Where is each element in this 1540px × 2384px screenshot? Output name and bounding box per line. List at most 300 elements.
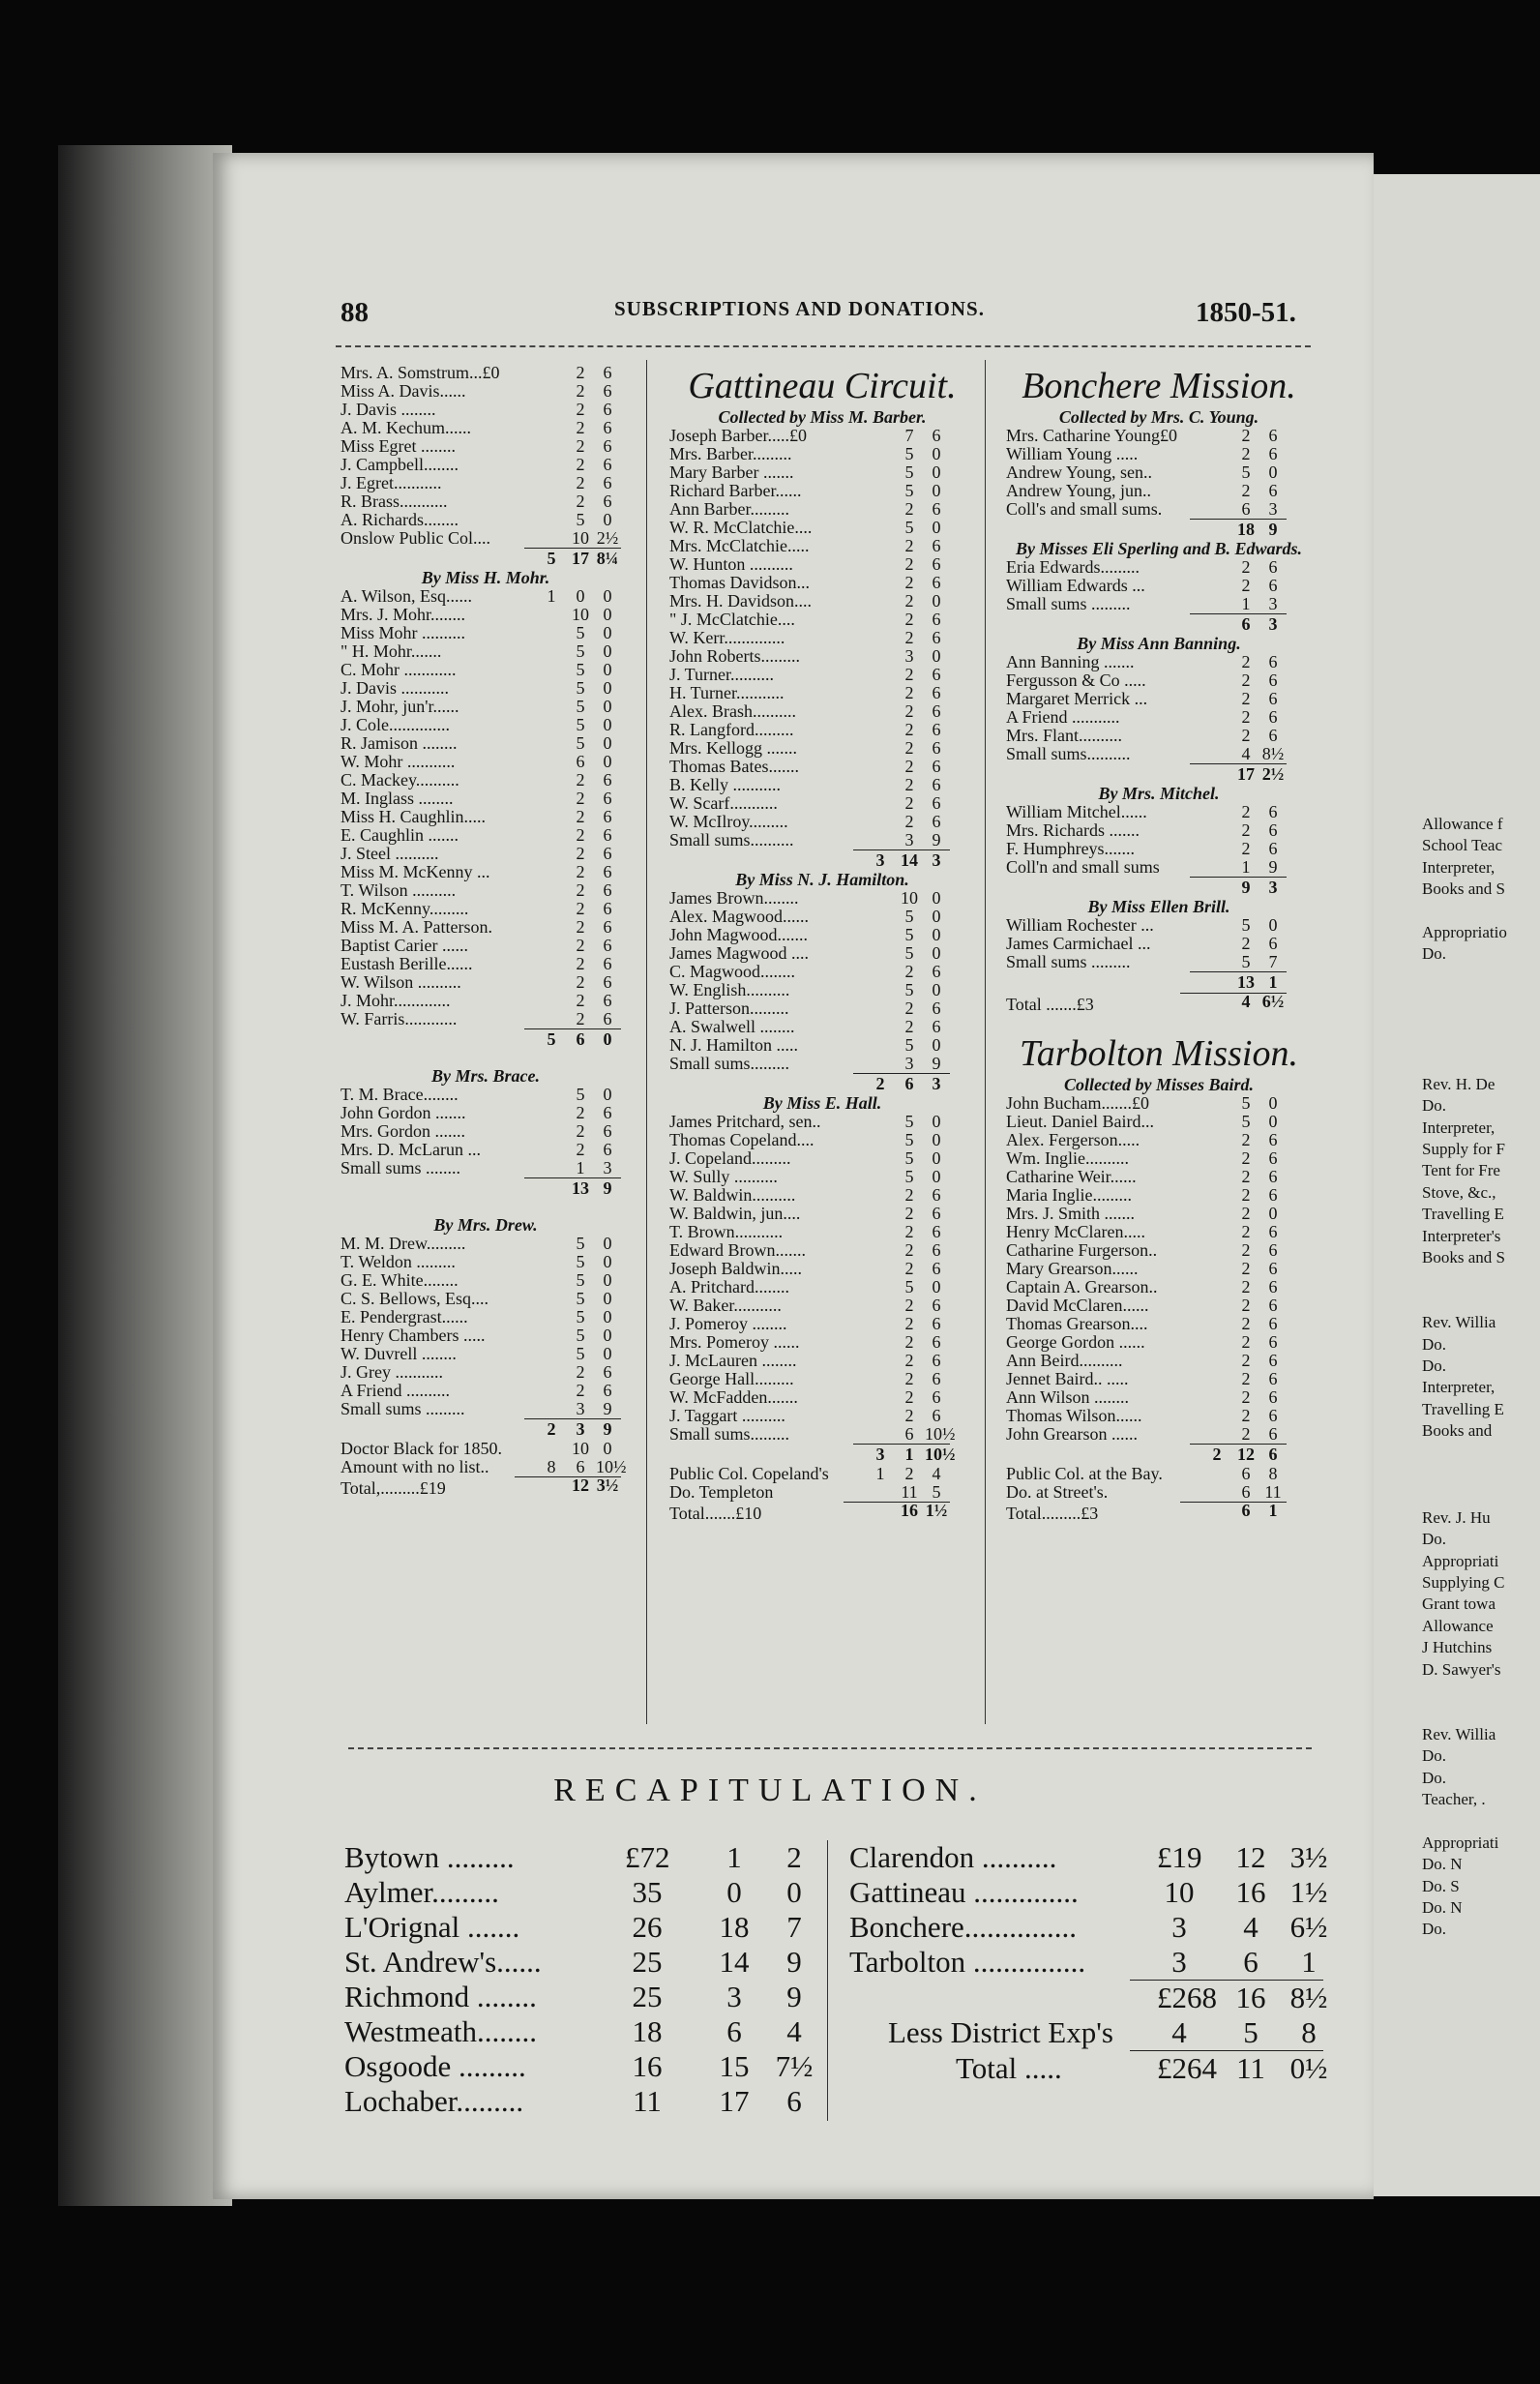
shillings-value: 2 <box>1241 652 1251 671</box>
list-item <box>1006 840 1312 858</box>
pounds-value: 3 <box>1171 1910 1187 1944</box>
shillings-value: 5 <box>1241 462 1251 482</box>
list-item <box>341 973 631 992</box>
list-item <box>669 1483 975 1502</box>
shillings-value: 5 <box>576 660 585 679</box>
list-item <box>1006 1388 1312 1407</box>
shillings-value: 2 <box>904 738 914 758</box>
entry-name: Thomas Copeland.... <box>669 1130 814 1149</box>
entry-name: Eria Edwards......... <box>1006 557 1140 577</box>
shillings-value: 2 <box>1241 557 1251 577</box>
entry-name: G. E. White........ <box>341 1270 459 1290</box>
pence-value: 9 <box>1268 857 1278 877</box>
shillings-value: 2 <box>904 683 914 702</box>
shillings-value: 1 <box>726 1840 742 1874</box>
shillings-value: 17 <box>1237 764 1255 784</box>
pence-value: 8½ <box>1261 744 1285 763</box>
list-item <box>341 642 631 661</box>
pence-value: 6 <box>603 825 612 845</box>
list-item <box>669 926 975 944</box>
margin-line: Do. <box>1422 1530 1447 1549</box>
entry-name: Miss Egret ........ <box>341 436 456 456</box>
list-item <box>341 1271 631 1290</box>
entry-name: W. Farris............ <box>341 1009 458 1028</box>
list-item <box>341 1086 631 1104</box>
shillings-value: 5 <box>904 1130 914 1149</box>
pence-value: 1 <box>1268 972 1278 992</box>
shillings-value: 12 <box>1237 1445 1255 1464</box>
circuit-title: Bonchere Mission. <box>1022 366 1296 406</box>
pence-value: 6 <box>786 2084 802 2118</box>
entry-name: A Friend ........... <box>1006 707 1120 727</box>
shillings-value: 2 <box>904 1351 914 1370</box>
entry-name: Thomas Bates....... <box>669 757 799 776</box>
pounds-value: £264 <box>1157 2051 1217 2085</box>
pence-value: 6 <box>603 954 612 973</box>
pence-value: 3 <box>603 1158 612 1177</box>
entry-name: Captain A. Grearson.. <box>1006 1277 1158 1296</box>
pence-value: 0 <box>932 481 941 500</box>
section-heading: By Mrs. Drew. <box>433 1215 538 1235</box>
entry-name: James Pritchard, sen.. <box>669 1112 821 1131</box>
pence-value: 6 <box>1268 1314 1278 1333</box>
pence-value: 6 <box>932 610 941 629</box>
pence-value: 9 <box>932 830 941 849</box>
shillings-value: 6 <box>904 1074 914 1093</box>
list-item <box>669 944 975 963</box>
pence-value: 6 <box>932 757 941 776</box>
pence-value: 0 <box>932 943 941 963</box>
pence-value: 6 <box>603 455 612 474</box>
shillings-value: 2 <box>1241 1424 1251 1444</box>
shillings-value: 1 <box>904 1445 914 1464</box>
pence-value: 6 <box>932 998 941 1018</box>
shillings-value: 17 <box>719 2084 750 2118</box>
entry-name: Public Col. at the Bay. <box>1006 1464 1163 1483</box>
pence-value: 3½ <box>596 1475 619 1495</box>
entry-name: J. Mohr............. <box>341 991 451 1010</box>
entry-name: Small sums.......... <box>1006 744 1131 763</box>
list-item <box>669 739 975 758</box>
spacer <box>1006 1014 1312 1031</box>
shillings-value: 2 <box>1241 934 1251 953</box>
shillings-value: 5 <box>904 481 914 500</box>
shillings-value: 12 <box>572 1475 589 1495</box>
pence-value: 0 <box>932 444 941 463</box>
shillings-value: 5 <box>904 1148 914 1168</box>
shillings-value: 2 <box>904 1222 914 1241</box>
entry-name: J. Egret........... <box>341 473 442 492</box>
pence-value: 7½ <box>775 2049 814 2083</box>
list-item <box>669 776 975 794</box>
shillings-value: 2 <box>576 954 585 973</box>
pence-value: 6 <box>932 1406 941 1425</box>
pence-value: 6 <box>1268 652 1278 671</box>
list-item <box>1006 1333 1312 1352</box>
subtotal-row <box>341 1418 631 1440</box>
shillings-value: 0 <box>726 1875 742 1909</box>
shillings-value: 5 <box>904 444 914 463</box>
margin-line: Interpreter, <box>1422 1118 1496 1137</box>
collector-line: Collected by Mrs. C. Young. <box>1058 407 1259 427</box>
entry-name: Ann Beird.......... <box>1006 1351 1123 1370</box>
list-item <box>669 1315 975 1333</box>
shillings-value: 2 <box>1241 1369 1251 1388</box>
pence-value: 0 <box>932 907 941 926</box>
shillings-value: 6 <box>1243 1945 1259 1979</box>
entry-name: A. Richards........ <box>341 510 459 529</box>
shillings-value: 14 <box>901 850 918 870</box>
list-item <box>341 1382 631 1400</box>
list-item <box>341 1458 631 1476</box>
list-item <box>669 1018 975 1036</box>
list-item <box>669 702 975 721</box>
entry-name: Mrs. D. McLarun ... <box>341 1140 481 1159</box>
pence-value: 6 <box>603 492 612 511</box>
entry-name: John Grearson ...... <box>1006 1424 1138 1444</box>
recap-row <box>344 1910 809 1945</box>
entry-name: J. Mohr, jun'r...... <box>341 697 459 716</box>
pence-value: 3½ <box>1289 1840 1328 1874</box>
shillings-value: 2 <box>1241 689 1251 708</box>
recap-label: Total ..... <box>956 2051 1062 2085</box>
list-item <box>669 999 975 1018</box>
shillings-value: 10 <box>901 888 918 908</box>
entry-name: Miss H. Caughlin..... <box>341 807 487 826</box>
margin-line: Books and S <box>1422 1248 1505 1266</box>
list-item <box>669 629 975 647</box>
pence-value: 0 <box>932 1130 941 1149</box>
entry-name: Mary Grearson...... <box>1006 1259 1139 1278</box>
recap-row <box>344 1875 809 1910</box>
pounds-value: 35 <box>632 1875 663 1909</box>
list-item <box>1006 1223 1312 1241</box>
entry-name: John Magwood....... <box>669 925 808 944</box>
list-item <box>669 1186 975 1205</box>
shillings-value: 2 <box>904 591 914 611</box>
shillings-value: 5 <box>904 518 914 537</box>
shillings-value: 2 <box>1241 1222 1251 1241</box>
shillings-value: 2 <box>1241 1204 1251 1223</box>
pounds-value: £72 <box>625 1840 670 1874</box>
shillings-value: 6 <box>904 1424 914 1444</box>
shillings-value: 11 <box>1236 2051 1265 2085</box>
list-item <box>341 734 631 753</box>
pence-value: 6 <box>1268 707 1278 727</box>
subtotal-row <box>669 1073 975 1094</box>
shillings-value: 2 <box>1241 1167 1251 1186</box>
recap-label: Gattineau .............. <box>849 1875 1079 1909</box>
pence-value: 6 <box>603 1121 612 1141</box>
entry-name: John Bucham.......£0 <box>1006 1093 1149 1113</box>
margin-line: Do. N <box>1422 1855 1463 1874</box>
list-item <box>341 624 631 642</box>
list-item <box>341 698 631 716</box>
shillings-value: 5 <box>576 1344 585 1363</box>
list-item <box>669 963 975 981</box>
entry-name: Mrs. Kellogg ....... <box>669 738 797 758</box>
pence-value: 6 <box>603 436 612 456</box>
list-item <box>669 981 975 999</box>
entry-name: W. Duvrell ........ <box>341 1344 457 1363</box>
subtotal-row <box>669 1444 975 1465</box>
list-item <box>1006 727 1312 745</box>
entry-name: George Hall......... <box>669 1369 794 1388</box>
shillings-value: 5 <box>904 925 914 944</box>
header-rule <box>336 345 1311 347</box>
shillings-value: 2 <box>1241 1296 1251 1315</box>
pence-value: 8 <box>1301 2015 1317 2049</box>
pence-value: 0 <box>603 510 612 529</box>
pence-value: 6 <box>932 554 941 574</box>
shillings-value: 2 <box>1241 707 1251 727</box>
entry-name: Thomas Davidson... <box>669 573 810 592</box>
pence-value: 0 <box>603 752 612 771</box>
shillings-value: 6 <box>576 1029 585 1049</box>
pence-value: 6 <box>932 573 941 592</box>
list-item <box>341 382 631 401</box>
list-item <box>669 1296 975 1315</box>
entry-name: W. Baldwin, jun.... <box>669 1204 801 1223</box>
entry-name: J. Copeland......... <box>669 1148 791 1168</box>
entry-name: " J. McClatchie.... <box>669 610 795 629</box>
pence-value: 6 <box>1268 1185 1278 1205</box>
pence-value: 0 <box>603 1307 612 1326</box>
pounds-value: 26 <box>632 1910 663 1944</box>
shillings-value: 2 <box>1241 576 1251 595</box>
margin-line: Books and S <box>1422 879 1505 899</box>
section-heading: By Miss E. Hall. <box>762 1093 882 1113</box>
entry-name: W. R. McClatchie.... <box>669 518 813 537</box>
list-item <box>341 1363 631 1382</box>
shillings-value: 16 <box>1235 1875 1266 1909</box>
shillings-value: 2 <box>576 1140 585 1159</box>
margin-line: Appropriatio <box>1422 923 1507 941</box>
list-item <box>669 1149 975 1168</box>
list-item <box>1006 1241 1312 1260</box>
list-item <box>669 482 975 500</box>
margin-line: Appropriati <box>1422 1833 1499 1852</box>
grand-total-row <box>1006 993 1312 1014</box>
entry-name: C. Magwood........ <box>669 962 795 981</box>
list-item <box>1006 500 1312 519</box>
list-item <box>669 813 975 831</box>
pence-value: 0 <box>932 1167 941 1186</box>
shillings-value: 2 <box>1241 1259 1251 1278</box>
pence-value: 6 <box>603 789 612 808</box>
shillings-value: 9 <box>1241 878 1251 897</box>
entry-name: A. Swalwell ........ <box>669 1017 795 1036</box>
margin-line: Do. S <box>1422 1876 1460 1895</box>
entry-name: Mrs. Barber......... <box>669 444 792 463</box>
shillings-value: 2 <box>904 1406 914 1425</box>
pence-value: 6 <box>932 1369 941 1388</box>
list-item <box>669 1370 975 1388</box>
subtotal-row <box>341 1177 631 1199</box>
pence-value: 6 <box>932 720 941 739</box>
pence-value: 6 <box>932 793 941 813</box>
entry-name: W. McFadden....... <box>669 1387 798 1407</box>
list-item <box>669 684 975 702</box>
pence-value: 0 <box>603 715 612 734</box>
entry-name: J. Cole.............. <box>341 715 451 734</box>
shillings-value: 2 <box>1241 1240 1251 1260</box>
shillings-value: 2 <box>904 1185 914 1205</box>
list-item <box>669 1352 975 1370</box>
collector-line: Collected by Misses Baird. <box>1064 1075 1254 1094</box>
pounds-value: 2 <box>875 1074 885 1093</box>
pence-value: 6 <box>1268 1148 1278 1168</box>
section-heading: By Miss H. Mohr. <box>421 568 550 587</box>
shillings-value: 2 <box>1241 481 1251 500</box>
pence-value: 4 <box>786 2014 802 2048</box>
margin-line: Rev. H. De <box>1422 1074 1496 1093</box>
pence-value: 7 <box>786 1910 802 1944</box>
shillings-value: 17 <box>572 549 589 568</box>
shillings-value: 2 <box>576 789 585 808</box>
shillings-value: 2 <box>904 554 914 574</box>
pence-value: 0 <box>932 1277 941 1296</box>
margin-line: Allowance <box>1422 1616 1494 1635</box>
list-item <box>669 500 975 519</box>
pounds-value: 3 <box>875 850 885 870</box>
shillings-value: 5 <box>576 1326 585 1345</box>
shillings-value: 2 <box>576 770 585 790</box>
shillings-value: 1 <box>576 1158 585 1177</box>
margin-line: Do. <box>1422 944 1447 964</box>
list-item <box>669 574 975 592</box>
list-item <box>1006 1315 1312 1333</box>
pence-value: 6 <box>603 991 612 1010</box>
subtotal-row <box>341 548 631 569</box>
pence-value: 6 <box>1268 1277 1278 1296</box>
entry-name: Thomas Grearson.... <box>1006 1314 1148 1333</box>
pence-value: 9 <box>932 1054 941 1073</box>
shillings-value: 5 <box>1241 1112 1251 1131</box>
pence-value: 6½ <box>1261 992 1285 1011</box>
shillings-value: 2 <box>1241 1130 1251 1149</box>
recap-label: Westmeath........ <box>344 2014 537 2048</box>
pence-value: 1 <box>1268 1501 1278 1520</box>
pence-value: 3 <box>1268 614 1278 634</box>
shillings-value: 2 <box>1241 1277 1251 1296</box>
shillings-value: 6 <box>1241 614 1251 634</box>
list-item <box>1006 1094 1312 1113</box>
list-item <box>341 587 631 606</box>
entry-name: " H. Mohr....... <box>341 641 442 661</box>
shillings-value: 6 <box>1241 1482 1251 1502</box>
pence-value: 0 <box>786 1875 802 1909</box>
entry-name: Small sums ......... <box>1006 594 1131 613</box>
entry-name: Do. at Street's. <box>1006 1482 1109 1502</box>
pence-value: 3 <box>1268 878 1278 897</box>
shillings-value: 5 <box>1241 952 1251 971</box>
pence-value: 6 <box>603 1103 612 1122</box>
entry-name: A. Wilson, Esq...... <box>341 586 472 606</box>
shillings-value: 13 <box>572 1178 589 1198</box>
section-heading: By Mrs. Brace. <box>431 1066 540 1086</box>
shillings-value: 3 <box>904 646 914 666</box>
list-item <box>669 666 975 684</box>
recap-row <box>344 2049 814 2084</box>
shillings-value: 5 <box>576 1289 585 1308</box>
list-item <box>341 900 631 918</box>
entry-name: N. J. Hamilton ..... <box>669 1035 798 1055</box>
pence-value: 0 <box>603 1270 612 1290</box>
list-item <box>669 1241 975 1260</box>
list-item <box>669 1260 975 1278</box>
entry-name: T. Brown........... <box>669 1222 784 1241</box>
entry-name: William Young ..... <box>1006 444 1139 463</box>
margin-line: Allowance f <box>1422 815 1503 833</box>
list-item <box>669 1168 975 1186</box>
entry-name: Miss Mohr .......... <box>341 623 466 642</box>
list-item <box>1006 1370 1312 1388</box>
column-separator <box>646 360 647 1724</box>
pence-value: 6 <box>932 1332 941 1352</box>
recap-label: Richmond ........ <box>344 1980 537 2013</box>
entry-name: A. M. Kechum...... <box>341 418 471 437</box>
pence-value: 6 <box>1268 444 1278 463</box>
pence-value: 6 <box>932 1387 941 1407</box>
margin-line: School Teac <box>1422 836 1502 855</box>
margin-line: Supply for F <box>1422 1140 1505 1158</box>
list-item <box>341 1141 631 1159</box>
shillings-value: 5 <box>576 697 585 716</box>
entry-name: Lieut. Daniel Baird... <box>1006 1112 1154 1131</box>
pence-value: 6 <box>932 1351 941 1370</box>
section-heading: By Miss Ellen Brill. <box>1087 897 1230 916</box>
entry-name: W. Baker........... <box>669 1296 782 1315</box>
shillings-value: 5 <box>904 1112 914 1131</box>
pounds-value: 2 <box>1212 1445 1222 1464</box>
list-item <box>1006 1407 1312 1425</box>
list-item <box>669 1223 975 1241</box>
list-item <box>341 1010 631 1028</box>
pounds-value: 25 <box>632 1945 663 1979</box>
entry-name: Joseph Baldwin..... <box>669 1259 802 1278</box>
entry-name: R. McKenny......... <box>341 899 469 918</box>
entry-name: Small sums ......... <box>1006 952 1131 971</box>
shillings-value: 15 <box>719 2049 750 2083</box>
list-item <box>341 881 631 900</box>
list-item <box>341 790 631 808</box>
pence-value: 9 <box>786 1945 802 1979</box>
pence-value: 4 <box>932 1464 941 1483</box>
pounds-value: 5 <box>547 1029 556 1049</box>
pence-value: 9 <box>1268 520 1278 539</box>
shillings-value: 6 <box>576 752 585 771</box>
shillings-value: 1 <box>1241 594 1251 613</box>
shillings-value: 2 <box>576 436 585 456</box>
list-item <box>1006 1465 1312 1483</box>
list-item <box>669 592 975 611</box>
recap-label: St. Andrew's...... <box>344 1945 542 1979</box>
entry-name: Joseph Barber.....£0 <box>669 426 807 445</box>
recap-row <box>344 2084 809 2119</box>
shillings-value: 2 <box>904 757 914 776</box>
shillings-value: 10 <box>572 1439 589 1458</box>
entry-name: W. McIlroy......... <box>669 812 788 831</box>
list-item <box>1006 1113 1312 1131</box>
entry-name: T. M. Brace........ <box>341 1085 459 1104</box>
list-item <box>341 753 631 771</box>
pence-value: 6 <box>603 770 612 790</box>
section-heading: By Misses Eli Sperling and B. Edwards. <box>1015 539 1303 558</box>
list-item <box>669 1278 975 1296</box>
pence-value: 9 <box>603 1399 612 1418</box>
entry-name: Alex. Brash.......... <box>669 701 796 721</box>
